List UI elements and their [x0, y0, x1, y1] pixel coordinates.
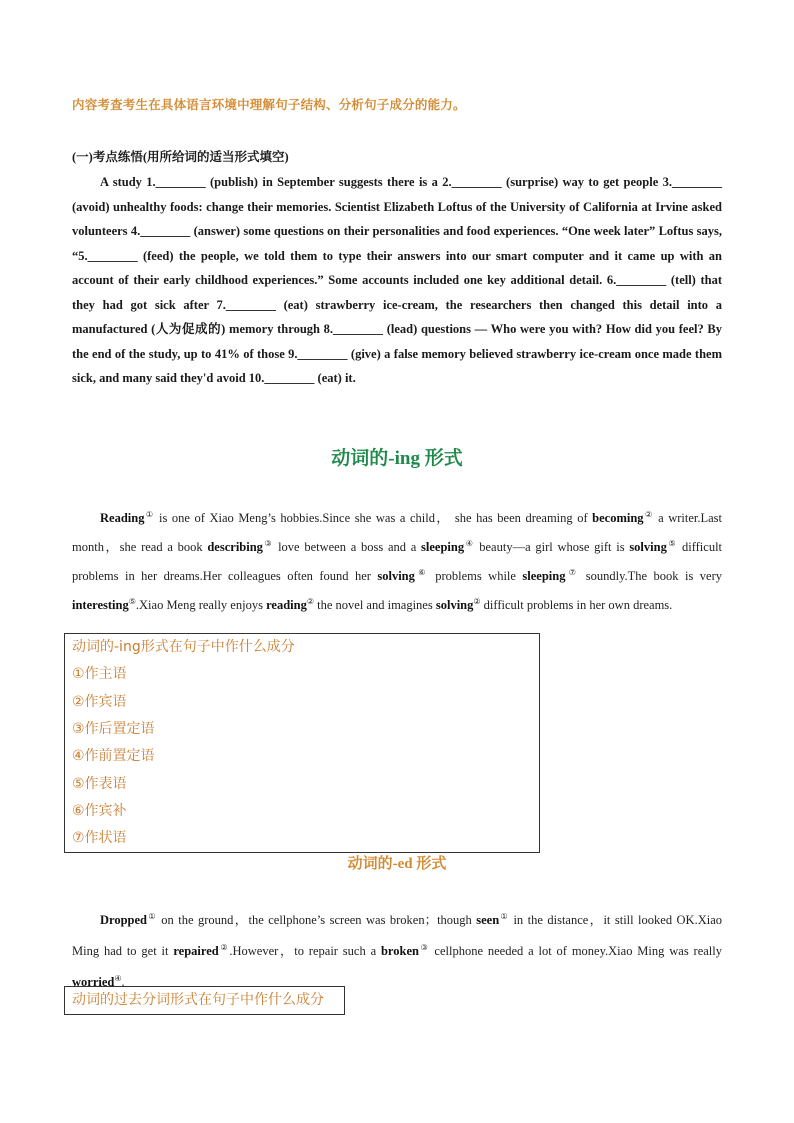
- ing-passage-text-run: difficult problems in her dreams.Her colleagues often found her: [72, 540, 723, 583]
- ing-passage-text: [72, 502, 722, 618]
- ing-passage-text-run: love between a boss and a: [273, 540, 422, 554]
- ing-passage-marker: ①: [144, 510, 155, 519]
- ed-passage-text-run: in the distance，it still looked OK.Xiao Ming had to get it: [72, 913, 723, 958]
- ing-passage-keyword: interesting: [72, 598, 129, 612]
- ing-box-line: ④作前置定语: [72, 748, 155, 765]
- ing-box-line: ③作后置定语: [72, 720, 155, 737]
- ing-box-line: ①作主语: [72, 666, 127, 683]
- ing-passage-marker: ④: [464, 539, 475, 548]
- ed-passage-marker: ①: [147, 912, 157, 921]
- ed-passage-keyword: broken: [380, 944, 419, 958]
- ed-passage-text-run: cellphone needed a lot of money.Xiao Ming was really: [429, 944, 722, 958]
- ed-passage-marker: ①: [499, 912, 510, 921]
- ing-passage-text-run: soundly.The book is very: [579, 569, 723, 583]
- ing-passage-marker: ⑤: [666, 539, 678, 548]
- ing-passage-keyword: describing: [207, 540, 263, 554]
- ed-passage-text: [72, 903, 722, 996]
- ing-passage-marker: ②: [306, 597, 314, 606]
- intro-text: 内容考查考生在具体语言环境中理解句子结构、分析句子成分的能力。: [72, 98, 466, 112]
- exercise-passage: [72, 170, 722, 391]
- ing-passage-keyword: sleeping: [421, 540, 465, 554]
- ing-box-line: ②作宾语: [72, 693, 127, 710]
- ing-passage-text-run: a writer.Last month，she read a book: [72, 511, 723, 554]
- ing-passage-keyword: solving: [629, 540, 667, 554]
- ing-box-line: 动词的-ing形式在句子中作什么成分: [72, 639, 295, 655]
- ed-passage-keyword: repaired: [173, 944, 219, 958]
- ing-passage-marker: ②: [643, 510, 654, 519]
- ing-passage-text-run: the novel and imagines: [314, 598, 436, 612]
- ing-passage-text-run: beauty—a girl whose gift is: [474, 540, 630, 554]
- ing-box-line: ⑥作宾补: [72, 802, 127, 819]
- ing-passage-keyword: reading: [266, 598, 307, 612]
- ed-passage: [72, 903, 722, 996]
- ing-passage-text-run: problems while: [428, 569, 523, 583]
- ing-passage-text-run: difficult problems in her own dreams.: [480, 598, 673, 612]
- ing-passage-keyword: becoming: [592, 511, 644, 525]
- ed-section-title: 动词的-ed 形式: [347, 856, 447, 872]
- ed-passage-marker: ③: [418, 943, 430, 952]
- ing-passage-keyword: solving: [435, 598, 474, 612]
- ing-passage-text-run: .Xiao Meng really enjoys: [135, 598, 267, 612]
- exercise-text: A study 1.________ (publish) in September suggests there is a 2.________ (surprise) way to get people 3.________ (avoid) unhealthy foods: change their memories. Scientist Elizabeth Loftus of the University of California at Irvine asked volunteers 4.________ (answer) some questions on their personalities and food experiences. “One week later” Loftus says, “5.________ (feed) the people, we told them to type their answers into our smart computer and it came up with an account of their early childhood experiences.” Some accounts included one key additional detail. 6.________ (tell) that they had got sick after 7.________ (eat) strawberry ice-cream, the researchers then changed this detail into a manufactured (人为促成的) memory through 8.________ (lead) questions — Who were you with? How did you feel? By the end of the study, up to 41% of those 9.________ (give) a false memory believed strawberry ice-cream once made them sick, and many said they'd avoid 10.________ (eat) it.: [72, 175, 722, 385]
- ed-passage-marker: ④: [114, 974, 122, 983]
- ing-box-line: ⑦作状语: [72, 830, 127, 847]
- ing-passage-text-run: is one of Xiao Meng’s hobbies.Since she was a child， she has been dreaming of: [154, 511, 593, 525]
- ed-passage-text-run: .: [121, 975, 125, 989]
- ing-passage-keyword: solving: [377, 569, 415, 583]
- exercise-title: (一)考点练悟(用所给词的适当形式填空): [72, 150, 289, 164]
- ing-passage-keyword: Reading: [100, 511, 145, 525]
- ing-passage-marker: ③: [262, 539, 274, 548]
- ing-passage-marker: ②: [473, 597, 481, 606]
- ing-function-box: [64, 633, 540, 853]
- ing-passage-marker: ⑤: [128, 597, 136, 606]
- ed-passage-keyword: seen: [476, 913, 500, 927]
- ing-passage-keyword: sleeping: [522, 569, 566, 583]
- ed-function-box: [64, 986, 345, 1015]
- ed-passage-text-run: .However，to repair such a: [229, 944, 381, 958]
- ed-passage-keyword: Dropped: [100, 913, 148, 927]
- ed-passage-keyword: worried: [72, 975, 115, 989]
- ed-passage-marker: ②: [218, 943, 230, 952]
- ed-box-line: 动词的过去分词形式在句子中作什么成分: [72, 992, 324, 1008]
- ing-passage-marker: ⑦: [565, 568, 580, 577]
- ed-passage-text-run: on the ground，the cellphone’s screen was broken；though: [156, 913, 477, 927]
- ing-passage: [72, 502, 722, 618]
- ing-box-line: ⑤作表语: [72, 775, 127, 792]
- ing-section-title: 动词的-ing 形式: [331, 448, 463, 469]
- ing-passage-marker: ⑥: [414, 568, 429, 577]
